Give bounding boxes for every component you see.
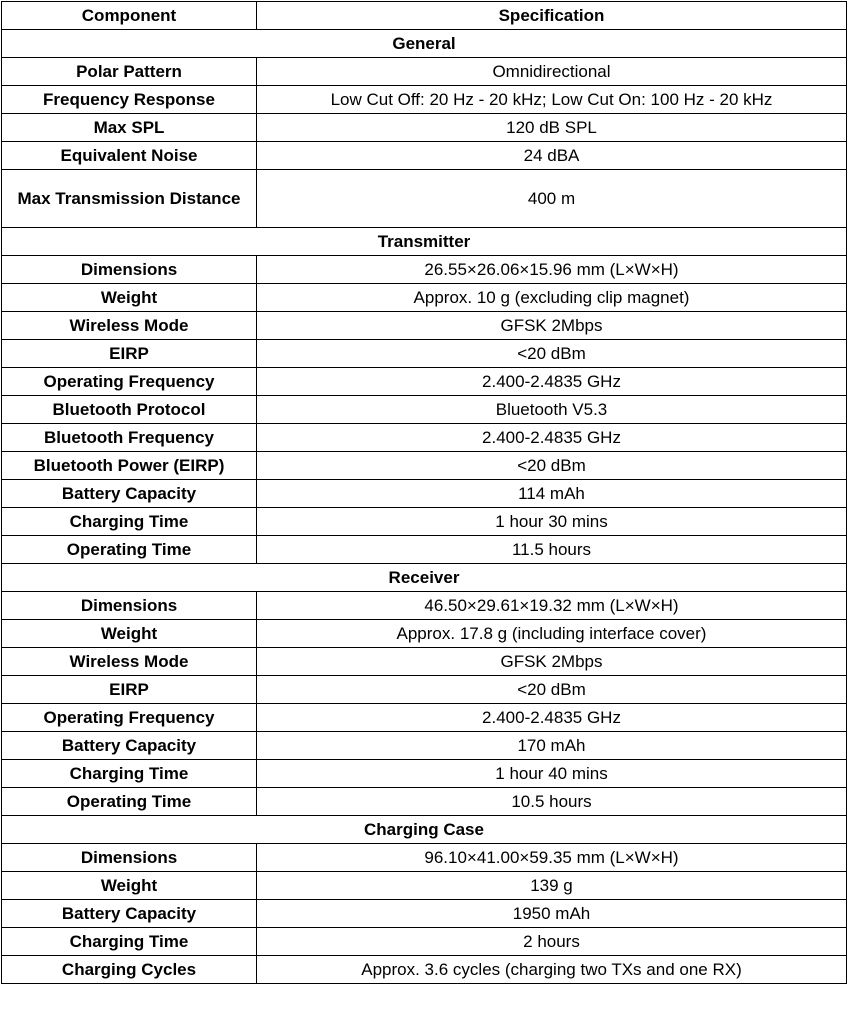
- row-value: 2.400-2.4835 GHz: [257, 424, 847, 452]
- table-row: [2, 340, 847, 368]
- table-row: [2, 648, 847, 676]
- section-title: General: [2, 30, 847, 58]
- row-label: Charging Time: [2, 508, 257, 536]
- table-row: [2, 508, 847, 536]
- row-value: 120 dB SPL: [257, 114, 847, 142]
- table-row: [2, 256, 847, 284]
- row-label: Equivalent Noise: [2, 142, 257, 170]
- row-value: 96.10×41.00×59.35 mm (L×W×H): [257, 844, 847, 872]
- section-title: Transmitter: [2, 228, 847, 256]
- row-label: Bluetooth Protocol: [2, 396, 257, 424]
- table-row: [2, 424, 847, 452]
- header-component: Component: [2, 2, 257, 30]
- table-row: [2, 114, 847, 142]
- row-label: Weight: [2, 284, 257, 312]
- table-row: [2, 170, 847, 228]
- row-value: Bluetooth V5.3: [257, 396, 847, 424]
- row-label: Dimensions: [2, 592, 257, 620]
- row-value: Approx. 10 g (excluding clip magnet): [257, 284, 847, 312]
- table-row: [2, 480, 847, 508]
- row-value: <20 dBm: [257, 452, 847, 480]
- row-label: Charging Cycles: [2, 956, 257, 984]
- section-row: [2, 30, 847, 58]
- row-label: Operating Frequency: [2, 368, 257, 396]
- row-label: Weight: [2, 872, 257, 900]
- table-row: [2, 86, 847, 114]
- section-row: [2, 228, 847, 256]
- row-value: <20 dBm: [257, 676, 847, 704]
- spec-body: [2, 30, 847, 984]
- row-label: Max Transmission Distance: [2, 170, 257, 228]
- row-value: 10.5 hours: [257, 788, 847, 816]
- row-value: 2.400-2.4835 GHz: [257, 368, 847, 396]
- table-row: [2, 844, 847, 872]
- row-value: 11.5 hours: [257, 536, 847, 564]
- row-label: Weight: [2, 620, 257, 648]
- row-value: 400 m: [257, 170, 847, 228]
- row-label: EIRP: [2, 676, 257, 704]
- row-label: Bluetooth Frequency: [2, 424, 257, 452]
- table-row: [2, 396, 847, 424]
- row-value: Approx. 3.6 cycles (charging two TXs and one RX): [257, 956, 847, 984]
- row-value: 2.400-2.4835 GHz: [257, 704, 847, 732]
- spec-table: [1, 1, 847, 984]
- row-label: Operating Frequency: [2, 704, 257, 732]
- row-label: Polar Pattern: [2, 58, 257, 86]
- table-row: [2, 142, 847, 170]
- section-row: [2, 816, 847, 844]
- row-label: Battery Capacity: [2, 480, 257, 508]
- row-value: 2 hours: [257, 928, 847, 956]
- table-row: [2, 368, 847, 396]
- table-row: [2, 676, 847, 704]
- row-value: 46.50×29.61×19.32 mm (L×W×H): [257, 592, 847, 620]
- table-row: [2, 620, 847, 648]
- table-row: [2, 872, 847, 900]
- table-row: [2, 956, 847, 984]
- row-value: 114 mAh: [257, 480, 847, 508]
- row-label: Battery Capacity: [2, 900, 257, 928]
- row-value: 24 dBA: [257, 142, 847, 170]
- row-label: Charging Time: [2, 928, 257, 956]
- row-label: Operating Time: [2, 536, 257, 564]
- table-row: [2, 592, 847, 620]
- row-label: Battery Capacity: [2, 732, 257, 760]
- section-title: Receiver: [2, 564, 847, 592]
- row-value: 1950 mAh: [257, 900, 847, 928]
- row-value: 26.55×26.06×15.96 mm (L×W×H): [257, 256, 847, 284]
- row-label: Dimensions: [2, 844, 257, 872]
- table-row: [2, 58, 847, 86]
- row-label: Dimensions: [2, 256, 257, 284]
- row-label: Operating Time: [2, 788, 257, 816]
- table-row: [2, 900, 847, 928]
- row-label: Wireless Mode: [2, 312, 257, 340]
- row-value: Approx. 17.8 g (including interface cover): [257, 620, 847, 648]
- row-value: Low Cut Off: 20 Hz - 20 kHz; Low Cut On: 100 Hz - 20 kHz: [257, 86, 847, 114]
- row-value: 170 mAh: [257, 732, 847, 760]
- row-label: EIRP: [2, 340, 257, 368]
- table-row: [2, 760, 847, 788]
- table-row: [2, 788, 847, 816]
- table-row: [2, 284, 847, 312]
- row-value: Omnidirectional: [257, 58, 847, 86]
- row-value: GFSK 2Mbps: [257, 648, 847, 676]
- row-label: Bluetooth Power (EIRP): [2, 452, 257, 480]
- table-row: [2, 452, 847, 480]
- row-label: Charging Time: [2, 760, 257, 788]
- row-value: <20 dBm: [257, 340, 847, 368]
- row-value: 139 g: [257, 872, 847, 900]
- row-label: Frequency Response: [2, 86, 257, 114]
- row-label: Wireless Mode: [2, 648, 257, 676]
- header-row: [2, 2, 847, 30]
- table-row: [2, 536, 847, 564]
- row-label: Max SPL: [2, 114, 257, 142]
- table-row: [2, 928, 847, 956]
- row-value: 1 hour 40 mins: [257, 760, 847, 788]
- row-value: 1 hour 30 mins: [257, 508, 847, 536]
- section-title: Charging Case: [2, 816, 847, 844]
- header-specification: Specification: [257, 2, 847, 30]
- section-row: [2, 564, 847, 592]
- row-value: GFSK 2Mbps: [257, 312, 847, 340]
- table-row: [2, 732, 847, 760]
- table-row: [2, 704, 847, 732]
- table-row: [2, 312, 847, 340]
